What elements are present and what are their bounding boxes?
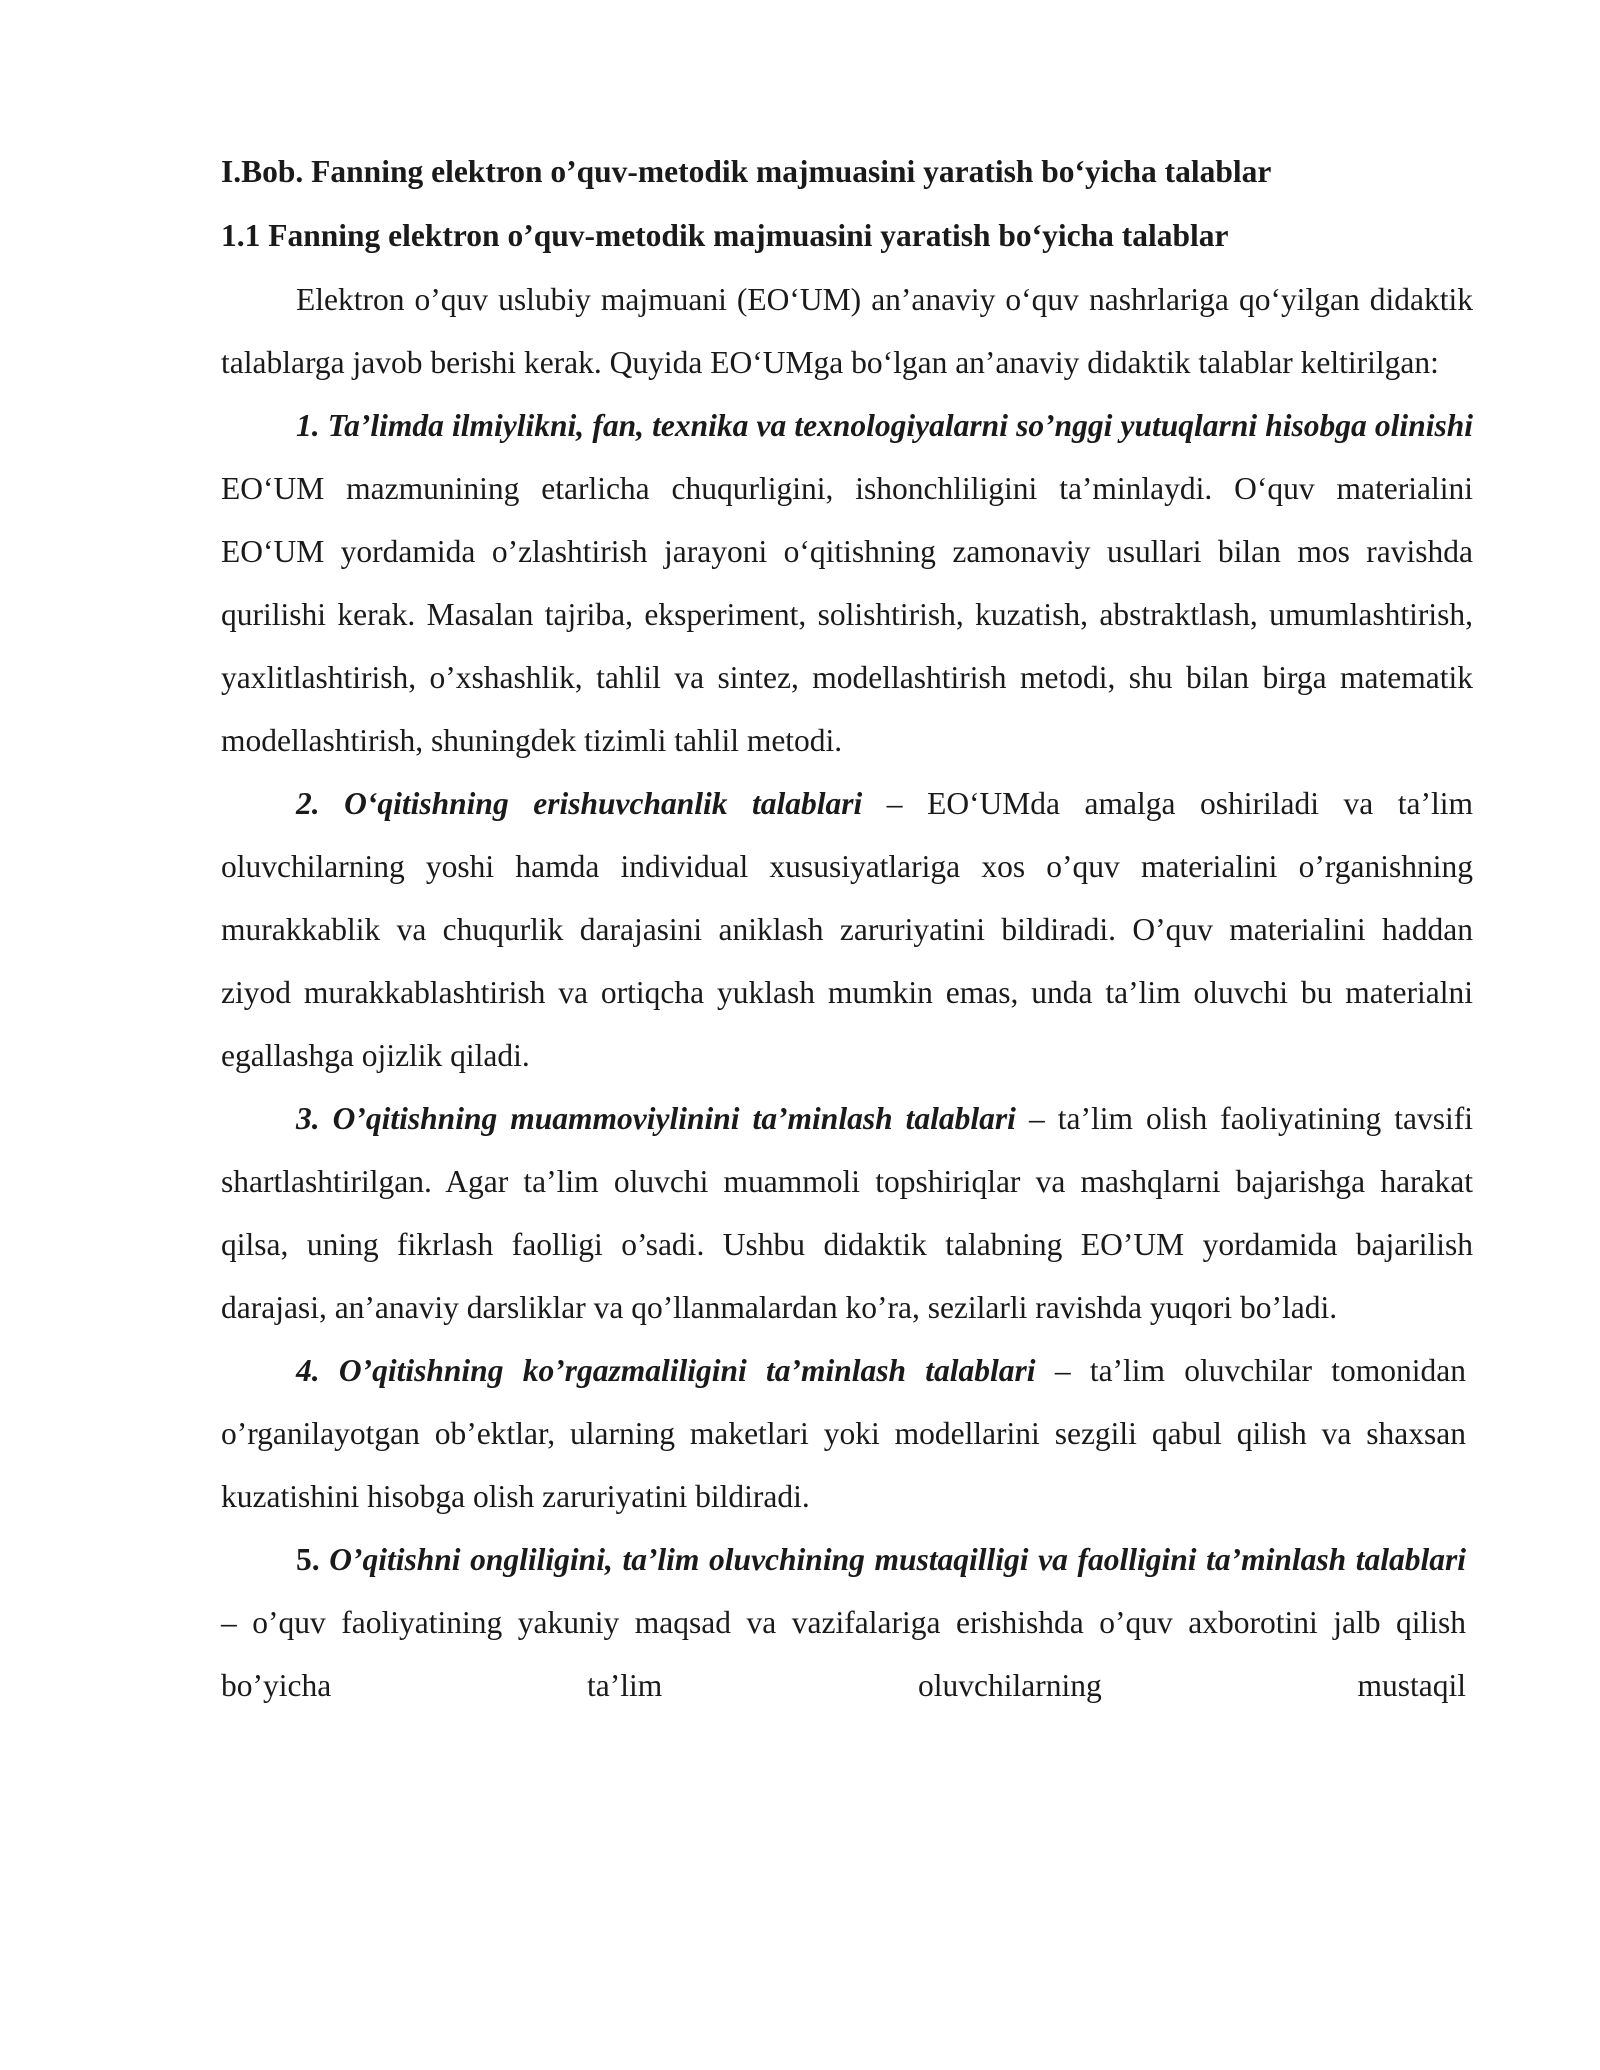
requirement-item-4 bbox=[221, 1339, 1466, 1528]
document-page bbox=[221, 140, 1473, 1717]
requirement-text-5: – o’quv faoliyatining yakuniy maqsad va vazifalariga erishishda o’quv axborotini jalb qilish bo’yicha ta’lim oluvchilarning mustaqil bbox=[221, 1605, 1466, 1703]
chapter-title: I.Bob. Fanning elektron o’quv-metodik majmuasini yaratish bo‘yicha talablar bbox=[221, 154, 1272, 189]
section-title: 1.1 Fanning elektron o’quv-metodik majmuasini yaratish bo‘yicha talablar bbox=[221, 218, 1229, 253]
requirement-lead-2: 2. O‘qitishning erishuvchanlik talablari bbox=[296, 786, 863, 821]
requirement-item-3 bbox=[221, 1087, 1473, 1339]
requirement-text-1: EO‘UM mazmunining etarlicha chuqurligini, ishonchliligini ta’minlaydi. O‘quv materialini EO‘UM yordamida o’zlashtirish jarayoni o‘qitishning zamonaviy usullari bilan mos ravishda qurilishi kerak. Masalan tajriba, eksperiment, solishtirish, kuzatish, abstraktlash, umumlashtirish, yaxlitlashtirish, o’xshashlik, tahlil va sintez, modellashtirish metodi, shu bilan birga matematik modellashtirish, shuningdek tizimli tahlil metodi. bbox=[221, 471, 1473, 758]
requirement-text-4: – ta’lim oluvchilar tomonidan o’rganilayotgan ob’ektlar, ularning maketlari yoki modellarini sezgili qabul qilish va shaxsan kuzatishini hisobga olish zaruriyatini bildiradi. bbox=[221, 1353, 1467, 1514]
requirement-item-2 bbox=[221, 772, 1473, 1087]
requirement-lead-4: 4. O’qitishning ko’rgazmaliligini ta’minlash talablari bbox=[296, 1353, 1036, 1388]
requirement-lead-3: 3. O’qitishning muammoviylinini ta’minlash talablari bbox=[296, 1101, 1016, 1136]
requirement-number-5: 5. bbox=[296, 1542, 330, 1577]
requirement-item-1 bbox=[221, 394, 1473, 772]
requirement-lead-1: 1. Ta’limda ilmiylikni, fan, texnika va texnologiyalarni so’nggi yutuqlarni hisobga olinishi bbox=[296, 408, 1473, 443]
requirement-text-3: – ta’lim olish faoliyatining tavsifi shartlashtirilgan. Agar ta’lim oluvchi muammoli topshiriqlar va mashqlarni bajarishga harakat qilsa, uning fikrlash faolligi o’sadi. Ushbu didaktik talabning EO’UM yordamida bajarilish darajasi, an’anaviy darsliklar va qo’llanmalardan ko’ra, sezilarli ravishda yuqori bo’ladi. bbox=[221, 1101, 1473, 1325]
requirement-lead-5: O’qitishni ongliligini, ta’lim oluvchining mustaqilligi va faolligini ta’minlash talablari bbox=[329, 1542, 1467, 1577]
requirement-text-2: – EO‘UMda amalga oshiriladi va ta’lim oluvchilarning yoshi hamda individual xususiyatlariga xos o’quv materialini o’rganishning murakkablik va chuqurlik darajasini aniklash zaruriyatini bildiradi. O’quv materialini haddan ziyod murakkablashtirish va ortiqcha yuklash mumkin emas, unda ta’lim oluvchi bu materialni egallashga ojizlik qiladi. bbox=[221, 786, 1473, 1073]
intro-paragraph: Elektron o’quv uslubiy majmuani (EO‘UM) an’anaviy o‘quv nashrlariga qo‘yilgan didaktik talablarga javob berishi kerak. Quyida EO‘UMga bo‘lgan an’anaviy didaktik talablar keltirilgan: bbox=[221, 282, 1473, 380]
requirement-item-5 bbox=[221, 1528, 1466, 1717]
